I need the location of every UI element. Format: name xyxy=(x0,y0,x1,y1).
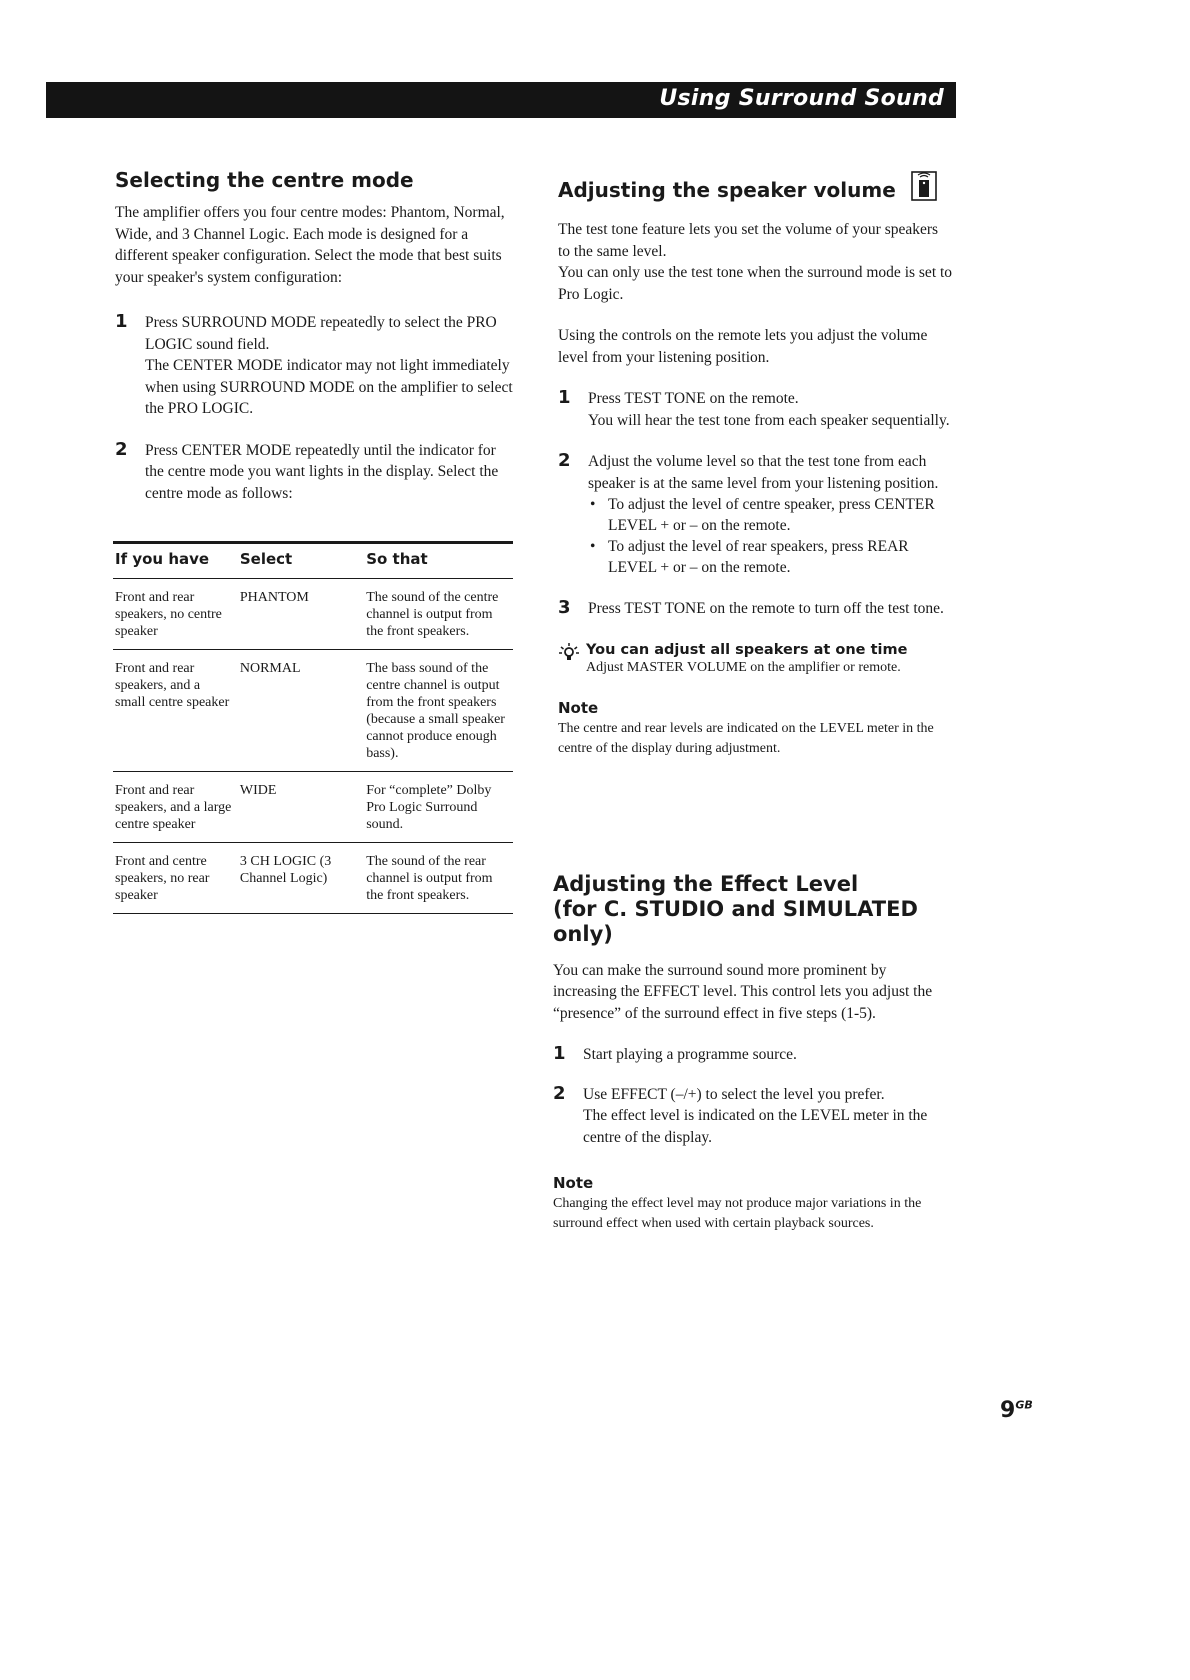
bullet-item: • To adjust the level of rear speakers, press REAR LEVEL + or – on the remote. xyxy=(588,536,953,578)
tip-text: Adjust MASTER VOLUME on the amplifier or remote. xyxy=(586,659,901,675)
section-title: Using Surround Sound xyxy=(659,86,944,111)
remote-icon xyxy=(911,171,937,206)
effect-step-2 xyxy=(553,1084,953,1149)
step-extra: You will hear the test tone from each speaker sequentially. xyxy=(588,411,950,429)
table-row xyxy=(113,579,513,650)
step-number: 3 xyxy=(558,597,571,618)
centre-mode-intro: The amplifier offers you four centre modes: Phantom, Normal, Wide, and 3 Channel Logic. Each mode is designed for a different speaker configuration. Select the mode that best suits your speaker's system configuration: xyxy=(115,204,505,286)
table-header-row xyxy=(113,543,513,579)
volume-step-2 xyxy=(558,451,953,578)
tip-title: You can adjust all speakers at one time xyxy=(586,641,908,658)
effect-level-title xyxy=(553,872,953,948)
step-number: 2 xyxy=(558,450,571,471)
header-if-you-have: If you have xyxy=(113,543,238,579)
centre-step-2 xyxy=(115,440,515,505)
effect-intro: You can make the surround sound more prominent by increasing the EFFECT level. This control lets you adjust the “presence” of the surround effect in five steps (1-5). xyxy=(553,961,933,1022)
effect-note-text: Changing the effect level may not produce major variations in the surround effect when used with certain playback sources. xyxy=(553,1196,922,1231)
centre-mode-section xyxy=(115,168,515,504)
volume-tip xyxy=(558,642,953,678)
table-cell: The sound of the centre channel is output from the front speakers. xyxy=(364,579,513,650)
page-number-suffix: GB xyxy=(1015,1398,1033,1412)
effect-step-1 xyxy=(553,1044,953,1066)
lightbulb-icon xyxy=(558,642,580,669)
speaker-volume-title-text: Adjusting the speaker volume xyxy=(558,178,896,202)
header-so-that: So that xyxy=(364,543,513,579)
bullet-item: • To adjust the level of centre speaker, press CENTER LEVEL + or – on the remote. xyxy=(588,494,953,536)
volume-intro-3: Using the controls on the remote lets you adjust the volume level from your listening position. xyxy=(558,327,928,366)
table-cell: Front and rear speakers, and a small centre speaker xyxy=(113,650,238,772)
volume-bullets xyxy=(588,494,953,578)
table-cell: Front and rear speakers, and a large centre speaker xyxy=(113,772,238,843)
table-cell: Front and rear speakers, no centre speaker xyxy=(113,579,238,650)
step-text: Adjust the volume level so that the test tone from each speaker is at the same level from your listening position. xyxy=(588,453,939,492)
volume-intro-2: You can only use the test tone when the surround mode is set to Pro Logic. xyxy=(558,264,953,303)
header-select: Select xyxy=(238,543,364,579)
step-text: Press TEST TONE on the remote to turn off the test tone. xyxy=(588,600,944,617)
table-cell: WIDE xyxy=(238,772,364,843)
volume-note-title: Note xyxy=(558,699,599,717)
volume-intro-1: The test tone feature lets you set the volume of your speakers to the same level. xyxy=(558,221,939,260)
table-row xyxy=(113,650,513,772)
step-extra: The effect level is indicated on the LEVEL meter in the centre of the display. xyxy=(583,1107,928,1146)
page-number xyxy=(1000,1398,1033,1423)
table-cell: For “complete” Dolby Pro Logic Surround sound. xyxy=(364,772,513,843)
speaker-volume-title xyxy=(558,174,953,209)
speaker-volume-section xyxy=(558,174,953,758)
effect-title-line-2: (for C. STUDIO and SIMULATED only) xyxy=(553,897,918,947)
centre-mode-table xyxy=(113,541,513,914)
table-cell: Front and centre speakers, no rear speaker xyxy=(113,843,238,914)
page-number-digit: 9 xyxy=(1000,1398,1016,1423)
table-cell: The bass sound of the centre channel is output from the front speakers (because a small speaker cannot produce enough bass). xyxy=(364,650,513,772)
step-number: 2 xyxy=(115,438,128,460)
step-extra: The CENTER MODE indicator may not light immediately when using SURROUND MODE on the amplifier to select the PRO LOGIC. xyxy=(145,357,513,417)
volume-note-text: The centre and rear levels are indicated on the LEVEL meter in the centre of the display during adjustment. xyxy=(558,721,934,756)
step-text: Press SURROUND MODE repeatedly to select the PRO LOGIC sound field. xyxy=(145,314,497,353)
table-cell: The sound of the rear channel is output from the front speakers. xyxy=(364,843,513,914)
volume-step-3 xyxy=(558,598,953,620)
table-cell: 3 CH LOGIC (3 Channel Logic) xyxy=(238,843,364,914)
step-number: 1 xyxy=(553,1043,566,1065)
effect-title-line-1: Adjusting the Effect Level xyxy=(553,872,859,896)
step-text: Press CENTER MODE repeatedly until the indicator for the centre mode you want lights in the display. Select the centre mode as follows: xyxy=(145,441,499,502)
step-number: 1 xyxy=(115,311,128,332)
step-text: Start playing a programme source. xyxy=(583,1046,797,1064)
section-header-band xyxy=(46,82,956,118)
centre-step-1 xyxy=(115,312,515,420)
table-row xyxy=(113,843,513,914)
effect-level-section xyxy=(553,872,953,1233)
step-number: 2 xyxy=(553,1082,566,1104)
volume-step-1 xyxy=(558,388,953,431)
step-text: Use EFFECT (–/+) to select the level you prefer. xyxy=(583,1085,885,1103)
table-row xyxy=(113,772,513,843)
step-text: Press TEST TONE on the remote. xyxy=(588,390,799,407)
step-number: 1 xyxy=(558,387,571,408)
centre-mode-title: Selecting the centre mode xyxy=(115,168,414,192)
table-cell: PHANTOM xyxy=(238,579,364,650)
table-cell: NORMAL xyxy=(238,650,364,772)
effect-note-title: Note xyxy=(553,1174,594,1193)
